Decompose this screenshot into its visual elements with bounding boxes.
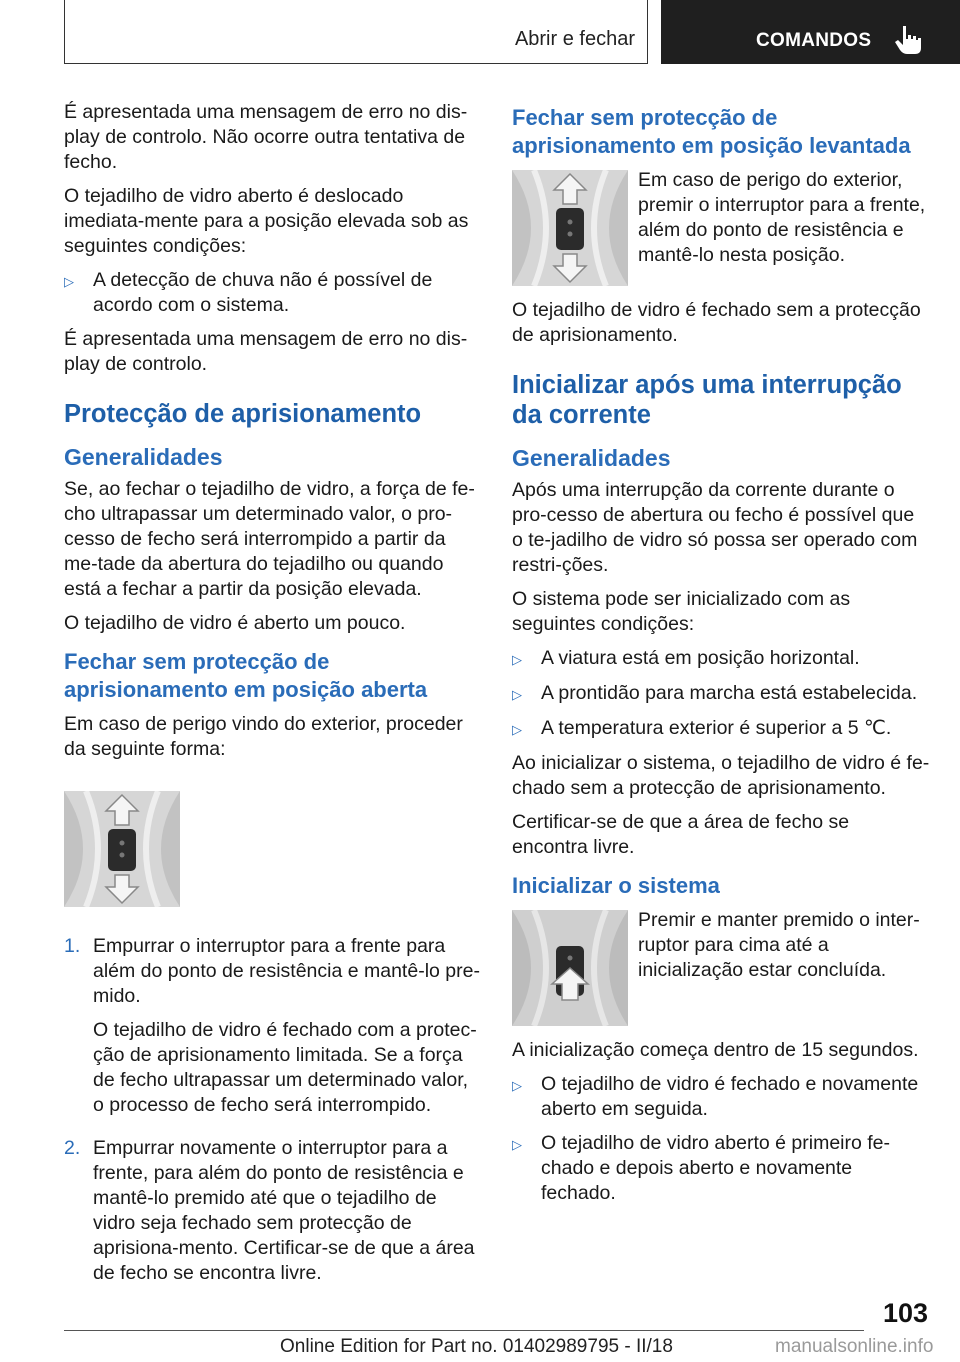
footer-divider <box>64 1330 864 1331</box>
bullet-item <box>512 1072 930 1122</box>
step-text: Empurrar novamente o interruptor para a frente, para além do ponto de resistência e mantê-lo premido até que o tejadilho de vidro seja fechado sem protecção de aprisiona-mento. Certificar-se de que a área de fecho se encontra livre. <box>93 1137 475 1284</box>
section-title: Abrir e fechar <box>514 28 635 50</box>
bullet-text: O tejadilho de vidro aberto é primeiro fe-chado e depois aberto e novamente fechado. <box>541 1132 891 1204</box>
paragraph: O tejadilho de vidro é fechado sem a protecção de aprisionamento. <box>512 299 921 346</box>
bullet-text: O tejadilho de vidro é fechado e novamente aberto em seguida. <box>541 1073 919 1120</box>
page-header <box>0 0 960 66</box>
figure-caption: Em caso de perigo do exterior, premir o interruptor para a frente, além do ponto de resistência e mantê-lo nesta posição. <box>638 169 926 266</box>
bullet-item <box>64 268 482 318</box>
paragraph: Após uma interrupção da corrente durante o pro-cesso de abertura ou fecho é possível que o te-jadilho de vidro só possa ser operado com restri-ções. <box>512 479 918 576</box>
paragraph: Ao inicializar o sistema, o tejadilho de vidro é fe-chado sem a protecção de aprisionamento. <box>512 752 930 799</box>
bullet-marker-icon: ▷ <box>512 1078 522 1093</box>
heading-initialize: Inicializar após uma interrupção da corrente <box>512 371 902 429</box>
heading-protection: Protecção de aprisionamento <box>64 400 422 428</box>
page-number: 103 <box>882 1298 928 1328</box>
bullet-item <box>512 716 930 742</box>
step-number: 1. <box>64 935 81 957</box>
step-number: 2. <box>64 1137 81 1159</box>
subheading-initialize-system: Inicializar o sistema <box>512 873 720 898</box>
bullet-item <box>512 1131 930 1206</box>
bullet-marker-icon: ▷ <box>64 274 74 289</box>
paragraph: É apresentada uma mensagem de erro no dis-play de controlo. Não ocorre outra tentativa de fecho. <box>64 101 468 173</box>
bullet-marker-icon: ▷ <box>512 652 522 667</box>
subheading-close-raised: Fechar sem protecção de aprisionamento em posição levantada <box>512 105 911 158</box>
step-content <box>93 934 482 1127</box>
right-column <box>512 100 930 1215</box>
paragraph: É apresentada uma mensagem de erro no dis-play de controlo. <box>64 328 468 375</box>
section-tab <box>64 0 648 64</box>
bullet-marker-icon: ▷ <box>512 1137 522 1152</box>
step-text: O tejadilho de vidro é fechado com a protec-ção de aprisionamento limitada. Se a força de fecho ultrapassar um determinado valor, o processo de fecho será interrompido. <box>93 1019 477 1116</box>
subheading-general: Generalidades <box>64 444 223 470</box>
paragraph: Em caso de perigo vindo do exterior, proceder da seguinte forma: <box>64 713 463 760</box>
paragraph: A inicialização começa dentro de 15 segundos. <box>512 1039 919 1061</box>
switch-push-forward-illustration <box>512 170 628 286</box>
bullet-text: A prontidão para marcha está estabelecida. <box>541 682 918 704</box>
left-column <box>64 100 482 1304</box>
switch-push-forward-illustration <box>64 791 180 907</box>
bullet-item <box>512 646 930 672</box>
bullet-marker-icon: ▷ <box>512 722 522 737</box>
paragraph: O sistema pode ser inicializado com as seguintes condições: <box>512 588 851 635</box>
figure-caption: Premir e manter premido o inter-ruptor para cima até a inicialização estar concluída. <box>638 909 920 981</box>
hand-pointer-icon <box>893 24 923 56</box>
switch-push-up-illustration <box>512 910 628 1026</box>
figure-row <box>512 168 930 286</box>
step-content <box>93 1136 482 1295</box>
bullet-text: A temperatura exterior é superior a 5 ℃. <box>541 717 892 739</box>
bullet-text: A viatura está em posição horizontal. <box>541 647 860 669</box>
subheading-close-open: Fechar sem protecção de aprisionamento em posição aberta <box>64 649 428 702</box>
bullet-marker-icon: ▷ <box>512 687 522 702</box>
bullet-text: A detecção de chuva não é possível de acordo com o sistema. <box>93 269 433 316</box>
edition-text: Online Edition for Part no. 01402989795 - II/18 <box>280 1336 673 1357</box>
chapter-title: COMANDOS <box>756 30 872 51</box>
numbered-item <box>64 1136 482 1295</box>
subheading-general: Generalidades <box>512 445 671 471</box>
watermark-text: manualsonline.info <box>775 1336 934 1357</box>
numbered-item <box>64 934 482 1127</box>
paragraph: Se, ao fechar o tejadilho de vidro, a força de fe-cho ultrapassar um determinado valor, o pro-cesso de fecho será interrompido a partir da me-tade da abertura do tejadilho ou quando está a fechar a partir da posição elevada. <box>64 478 475 600</box>
paragraph: Certificar-se de que a área de fecho se encontra livre. <box>512 811 850 858</box>
paragraph: O tejadilho de vidro aberto é deslocado imediata-mente para a posição elevada sob as seguintes condições: <box>64 185 469 257</box>
step-text: Empurrar o interruptor para a frente para além do ponto de resistência e mantê-lo pre-mido. <box>93 935 480 1007</box>
figure-row <box>512 908 930 1026</box>
paragraph: O tejadilho de vidro é aberto um pouco. <box>64 612 406 634</box>
bullet-item <box>512 681 930 707</box>
